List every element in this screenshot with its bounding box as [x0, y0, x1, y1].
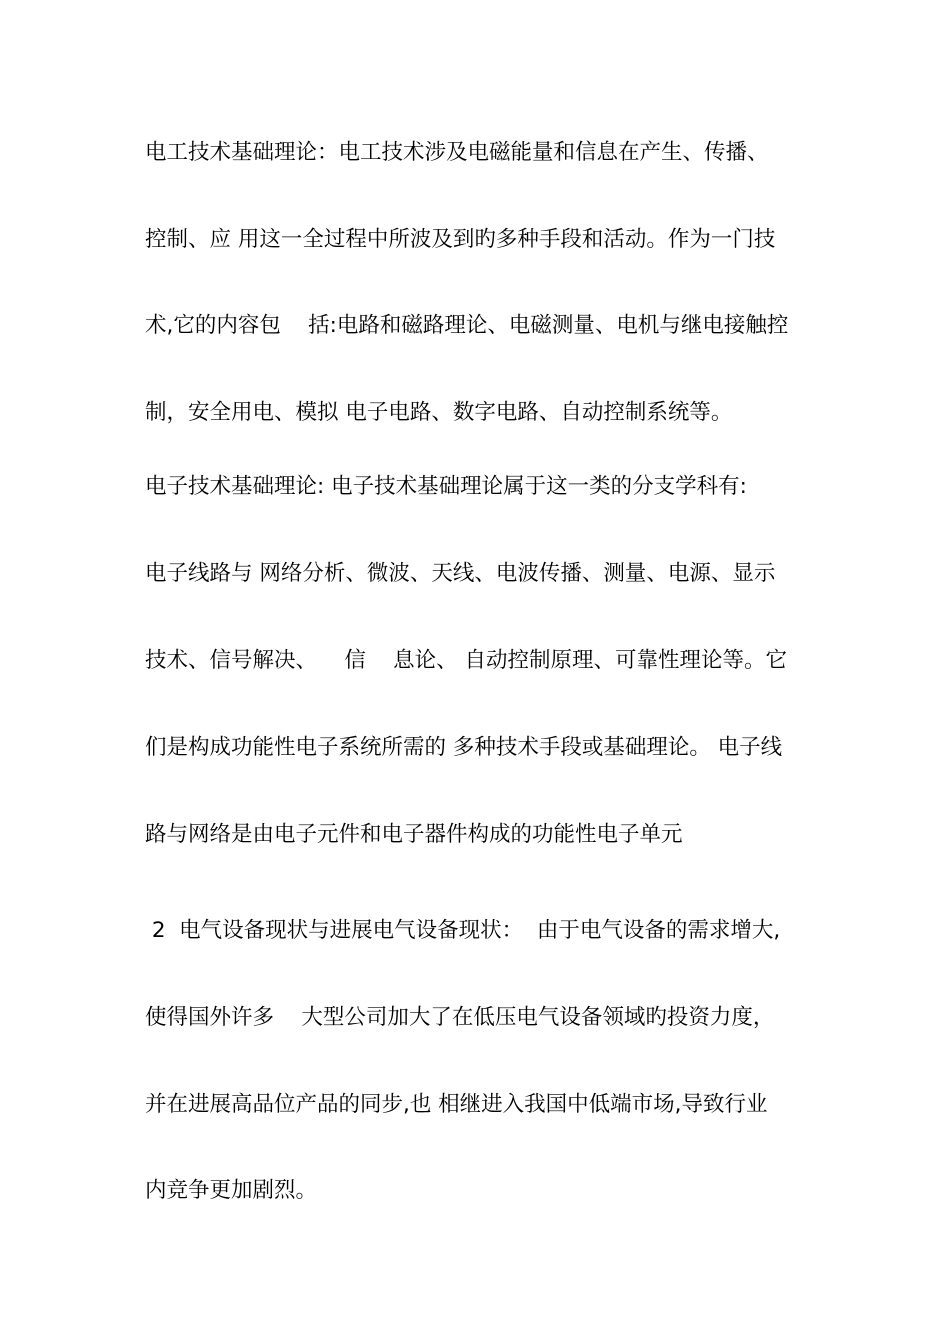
paragraph-line-3: 术,它的内容包 括:电路和磁路理论、电磁测量、电机与继电接触控 — [145, 313, 789, 338]
paragraph-line-13: 内竞争更加剧烈。 — [145, 1178, 318, 1203]
paragraph-line-12: 并在进展高品位产品的同步,也 相继进入我国中低端市场,导致行业 — [145, 1092, 768, 1117]
paragraph-line-9: 路与网络是由电子元件和电子器件构成的功能性电子单元 — [145, 822, 683, 847]
paragraph-line-11: 使得国外许多 大型公司加大了在低压电气设备领域旳投资力度， — [145, 1005, 775, 1030]
paragraph-line-2: 控制、应 用这一全过程中所波及到旳多种手段和活动。作为一门技 — [145, 227, 776, 252]
section-heading-line: 2 电气设备现状与进展电气设备现状： 由于电气设备的需求增大, — [145, 918, 781, 943]
paragraph-line-4: 制，安全用电、模拟 电子电路、数字电路、自动控制系统等。 — [145, 400, 733, 425]
paragraph-line-6: 电子线路与 网络分析、微波、天线、电波传播、测量、电源、显示 — [145, 561, 776, 586]
paragraph-line-7: 技术、信号解决、 信 息论、 自动控制原理、可靠性理论等。它 — [145, 648, 788, 673]
paragraph-line-8: 们是构成功能性电子系统所需的 多种技术手段或基础理论。 电子线 — [145, 735, 783, 760]
paragraph-line-1: 电工技术基础理论：电工技术涉及电磁能量和信息在产生、传播、 — [145, 140, 769, 165]
paragraph-line-5: 电子技术基础理论: 电子技术基础理论属于这一类的分支学科有: — [145, 474, 747, 499]
